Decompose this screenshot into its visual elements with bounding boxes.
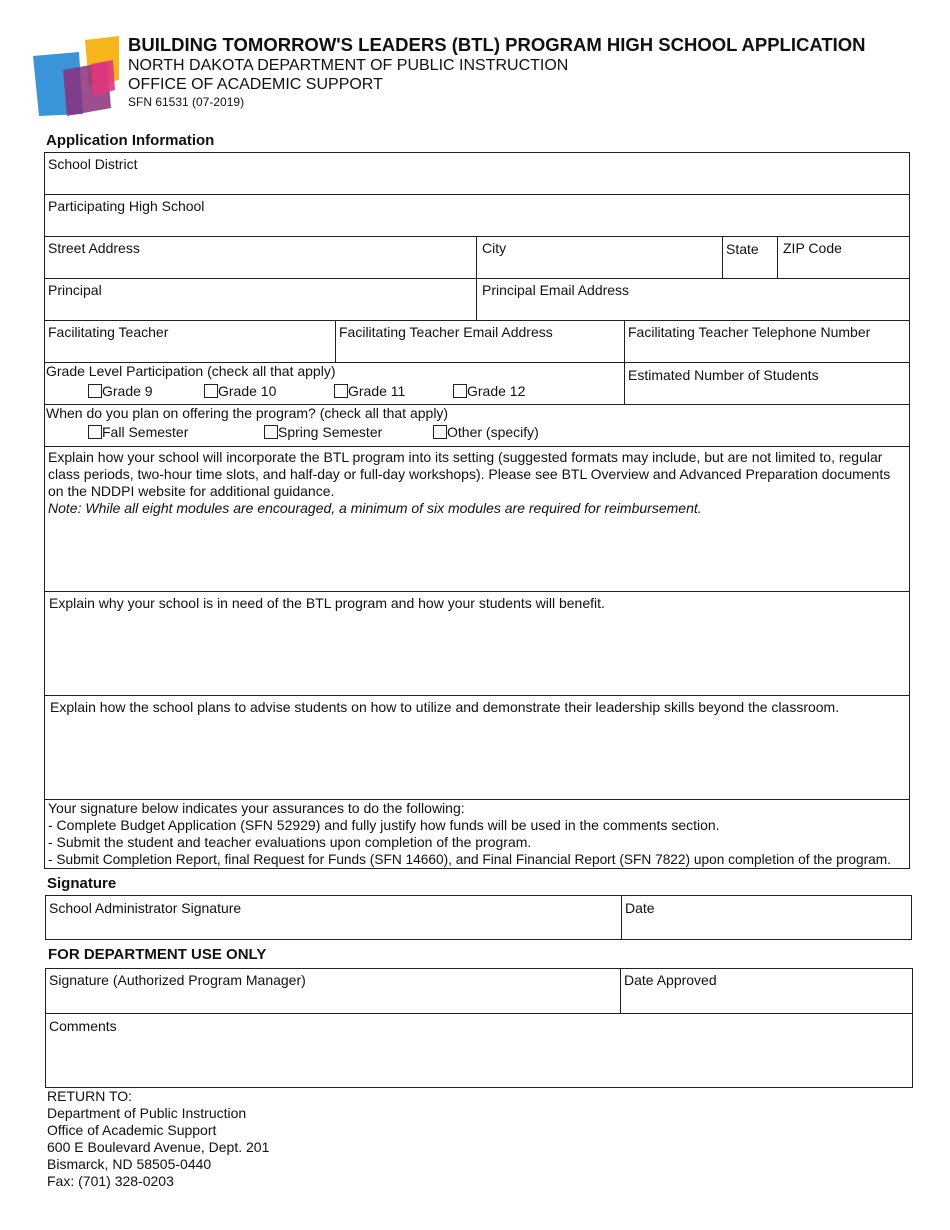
advise-explanation-field[interactable] (44, 695, 910, 800)
return-heading: RETURN TO: (47, 1088, 133, 1104)
signature-date-label: Date (625, 900, 655, 916)
grade-12-checkbox[interactable] (453, 384, 467, 398)
facilitating-teacher-email-field[interactable] (335, 320, 625, 363)
principal-email-field[interactable] (476, 278, 910, 321)
offering-section (44, 404, 910, 447)
grade-10-checkbox[interactable] (204, 384, 218, 398)
manager-signature-label: Signature (Authorized Program Manager) (49, 972, 306, 988)
manager-signature-field[interactable] (45, 968, 621, 1014)
comments-label: Comments (49, 1018, 117, 1034)
street-address-field[interactable] (44, 236, 477, 279)
grade-11-checkbox[interactable] (334, 384, 348, 398)
grade-level-label: Grade Level Participation (check all that apply) (46, 363, 336, 379)
grade-9-label: Grade 9 (102, 383, 153, 399)
need-prompt: Explain why your school is in need of the BTL program and how your students will benefit. (49, 595, 605, 611)
incorporate-instructions (48, 449, 905, 517)
incorporate-explanation-field[interactable] (44, 446, 910, 592)
date-approved-field[interactable] (620, 968, 913, 1014)
advise-prompt: Explain how the school plans to advise students on how to utilize and demonstrate their leadership skills beyond the classroom. (50, 699, 840, 715)
spring-semester-label: Spring Semester (278, 424, 383, 440)
other-checkbox[interactable] (433, 425, 447, 439)
application-info-heading: Application Information (46, 132, 215, 149)
principal-field[interactable] (44, 278, 477, 321)
grade-10-option[interactable] (204, 383, 276, 399)
date-approved-label: Date Approved (624, 972, 717, 988)
fall-semester-label: Fall Semester (102, 424, 189, 440)
zip-code-field[interactable] (777, 236, 910, 279)
participating-high-school-field[interactable] (44, 194, 910, 237)
assurance-item: - Complete Budget Application (SFN 52929) and fully justify how funds will be used in the comments section. (48, 817, 720, 833)
fall-semester-option[interactable] (88, 424, 188, 440)
fall-semester-checkbox[interactable] (88, 425, 102, 439)
assurance-item: - Submit the student and teacher evaluations upon completion of the program. (48, 834, 532, 850)
admin-signature-label: School Administrator Signature (49, 900, 242, 916)
state-label: State (726, 241, 759, 257)
return-line: Office of Academic Support (47, 1122, 217, 1138)
grade-12-option[interactable] (453, 383, 525, 399)
signature-date-field[interactable] (621, 895, 912, 940)
grade-9-option[interactable] (88, 383, 153, 399)
return-line: Fax: (701) 328-0203 (47, 1173, 174, 1189)
state-field[interactable] (722, 236, 778, 279)
grade-9-checkbox[interactable] (88, 384, 102, 398)
assurances-text (48, 800, 909, 868)
department-use-heading: FOR DEPARTMENT USE ONLY (48, 946, 267, 963)
return-line: 600 E Boulevard Avenue, Dept. 201 (47, 1139, 270, 1155)
school-district-field[interactable] (44, 152, 910, 195)
admin-signature-field[interactable] (45, 895, 622, 940)
office-name: OFFICE OF ACADEMIC SUPPORT (128, 76, 383, 93)
signature-heading: Signature (47, 875, 117, 892)
grade-11-label: Grade 11 (348, 383, 406, 399)
assurance-item: - Submit Completion Report, final Request for Funds (SFN 14660), and Final Financial Report (SFN 7822) upon completion of the program. (48, 852, 891, 867)
grade-10-label: Grade 10 (218, 383, 277, 399)
modules-note: Note: While all eight modules are encouraged, a minimum of six modules are required for reimbursement. (48, 500, 702, 516)
zip-code-label: ZIP Code (783, 240, 842, 256)
return-line: Department of Public Instruction (47, 1105, 247, 1121)
comments-field[interactable] (45, 1013, 913, 1088)
facilitating-teacher-label: Facilitating Teacher (48, 324, 169, 340)
assurances-intro: Your signature below indicates your assurances to do the following: (48, 800, 465, 816)
form-number: SFN 61531 (07-2019) (128, 95, 245, 109)
spring-semester-checkbox[interactable] (264, 425, 278, 439)
grade-12-label: Grade 12 (467, 383, 526, 399)
return-address (47, 1088, 269, 1190)
street-address-label: Street Address (48, 240, 140, 256)
school-district-label: School District (48, 156, 138, 172)
grade-level-section (44, 362, 625, 405)
principal-email-label: Principal Email Address (482, 282, 630, 298)
participating-high-school-label: Participating High School (48, 198, 205, 214)
facilitating-teacher-field[interactable] (44, 320, 336, 363)
assurances-box (44, 799, 910, 869)
grade-11-option[interactable] (334, 383, 405, 399)
department-name: NORTH DAKOTA DEPARTMENT OF PUBLIC INSTRUCTION (128, 57, 569, 74)
city-field[interactable] (476, 236, 723, 279)
incorporate-prompt: Explain how your school will incorporate the BTL program into its setting (suggested formats may include, but are not limited to, regular class periods, two-hour time slots, and half-day or full-day workshops). Please see BTL Overview and Advanced Preparation documents on the NDDPI website for additional guidance. (48, 449, 891, 499)
city-label: City (482, 240, 507, 256)
facilitating-teacher-email-label: Facilitating Teacher Email Address (339, 324, 553, 340)
form-title: BUILDING TOMORROW'S LEADERS (BTL) PROGRAM HIGH SCHOOL APPLICATION (128, 34, 866, 55)
estimated-students-label: Estimated Number of Students (628, 367, 819, 383)
spring-semester-option[interactable] (264, 424, 382, 440)
other-label: Other (specify) (447, 424, 539, 440)
return-line: Bismarck, ND 58505-0440 (47, 1156, 212, 1172)
principal-label: Principal (48, 282, 102, 298)
dpi-logo (33, 34, 121, 120)
estimated-students-field[interactable] (624, 362, 910, 405)
facilitating-teacher-phone-field[interactable] (624, 320, 910, 363)
other-option[interactable] (433, 424, 539, 440)
need-explanation-field[interactable] (44, 591, 910, 696)
offering-label: When do you plan on offering the program? (check all that apply) (46, 405, 449, 421)
facilitating-teacher-phone-label: Facilitating Teacher Telephone Number (628, 324, 871, 340)
